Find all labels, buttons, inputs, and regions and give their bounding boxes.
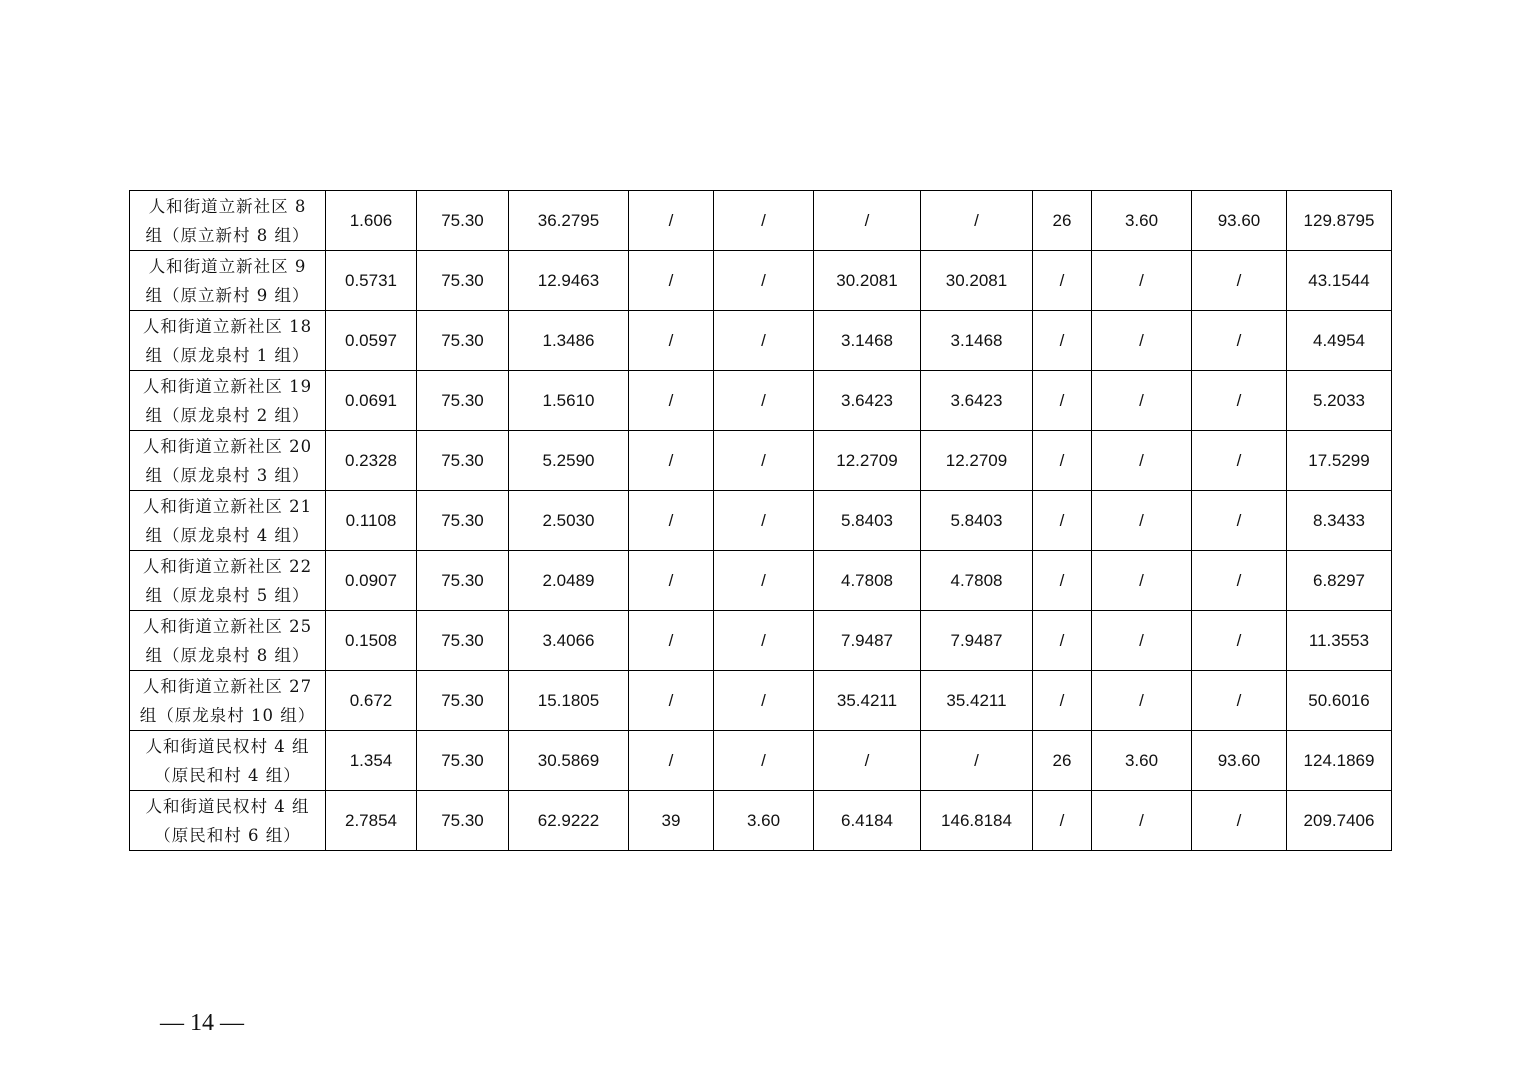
- table-cell: 12.2709: [921, 431, 1033, 491]
- table-cell: /: [629, 671, 714, 731]
- table-row: [130, 791, 1392, 851]
- table-cell: 93.60: [1192, 191, 1287, 251]
- table-row: [130, 431, 1392, 491]
- table-cell: 75.30: [417, 491, 509, 551]
- table-body: [130, 191, 1392, 851]
- table-cell: /: [714, 191, 814, 251]
- table-cell: 43.1544: [1287, 251, 1392, 311]
- location-name-cell: [130, 431, 326, 491]
- table-cell: 3.60: [714, 791, 814, 851]
- table-cell: 35.4211: [814, 671, 921, 731]
- table-row: [130, 731, 1392, 791]
- table-row: [130, 191, 1392, 251]
- table-cell: 2.7854: [326, 791, 417, 851]
- table-cell: 0.0691: [326, 371, 417, 431]
- table-cell: 1.606: [326, 191, 417, 251]
- location-name-line1: 人和街道立新社区 9: [148, 256, 307, 276]
- table-cell: /: [1092, 611, 1192, 671]
- table-cell: 0.672: [326, 671, 417, 731]
- table-cell: /: [1092, 311, 1192, 371]
- table-cell: 75.30: [417, 551, 509, 611]
- table-cell: 75.30: [417, 311, 509, 371]
- table-cell: 4.4954: [1287, 311, 1392, 371]
- table-cell: 124.1869: [1287, 731, 1392, 791]
- table-row: [130, 311, 1392, 371]
- table-cell: 1.354: [326, 731, 417, 791]
- table-cell: 36.2795: [509, 191, 629, 251]
- table-cell: /: [629, 611, 714, 671]
- table-cell: /: [629, 551, 714, 611]
- table-cell: 30.2081: [921, 251, 1033, 311]
- table-cell: /: [714, 671, 814, 731]
- table-cell: /: [629, 371, 714, 431]
- table-cell: 3.1468: [921, 311, 1033, 371]
- table-cell: 26: [1033, 731, 1092, 791]
- table-cell: 3.6423: [814, 371, 921, 431]
- location-name-line1: 人和街道立新社区 18: [142, 316, 313, 336]
- table-cell: /: [1092, 371, 1192, 431]
- table-cell: /: [1033, 671, 1092, 731]
- location-name-line1: 人和街道立新社区 21: [142, 496, 313, 516]
- location-name-line1: 人和街道立新社区 25: [142, 616, 313, 636]
- table-cell: /: [1033, 311, 1092, 371]
- table-cell: /: [1192, 371, 1287, 431]
- table-cell: 75.30: [417, 611, 509, 671]
- location-name-cell: [130, 611, 326, 671]
- location-name-cell: [130, 551, 326, 611]
- table-cell: /: [629, 311, 714, 371]
- table-cell: /: [1092, 251, 1192, 311]
- table-cell: /: [1192, 611, 1287, 671]
- table-cell: /: [1192, 431, 1287, 491]
- table-cell: 3.1468: [814, 311, 921, 371]
- table-cell: /: [921, 731, 1033, 791]
- table-cell: 209.7406: [1287, 791, 1392, 851]
- table-cell: 93.60: [1192, 731, 1287, 791]
- table-cell: /: [629, 491, 714, 551]
- table-cell: /: [814, 191, 921, 251]
- location-name-line2: 组（原龙泉村 5 组）: [145, 585, 310, 605]
- table-row: [130, 491, 1392, 551]
- table-row: [130, 611, 1392, 671]
- table-cell: 0.2328: [326, 431, 417, 491]
- table-cell: 0.1108: [326, 491, 417, 551]
- table-cell: 75.30: [417, 671, 509, 731]
- table-cell: 1.3486: [509, 311, 629, 371]
- table-cell: 4.7808: [814, 551, 921, 611]
- location-name-cell: [130, 731, 326, 791]
- location-name-cell: [130, 251, 326, 311]
- table-cell: 3.6423: [921, 371, 1033, 431]
- table-cell: /: [714, 311, 814, 371]
- location-name-cell: [130, 491, 326, 551]
- table-cell: 75.30: [417, 431, 509, 491]
- table-cell: 5.2590: [509, 431, 629, 491]
- table-cell: /: [1033, 251, 1092, 311]
- table-cell: 3.60: [1092, 191, 1192, 251]
- table-cell: /: [1192, 551, 1287, 611]
- table-cell: /: [1192, 491, 1287, 551]
- table-cell: /: [714, 551, 814, 611]
- table-cell: 7.9487: [814, 611, 921, 671]
- table-cell: 5.8403: [814, 491, 921, 551]
- table-cell: /: [714, 431, 814, 491]
- table-cell: /: [629, 191, 714, 251]
- table-cell: /: [1033, 611, 1092, 671]
- table-cell: /: [1033, 371, 1092, 431]
- table-row: [130, 671, 1392, 731]
- compensation-table: [129, 190, 1392, 851]
- table-cell: 50.6016: [1287, 671, 1392, 731]
- table-cell: 39: [629, 791, 714, 851]
- table-cell: 0.0597: [326, 311, 417, 371]
- location-name-cell: [130, 371, 326, 431]
- table-cell: /: [629, 251, 714, 311]
- location-name-line2: 组（原龙泉村 4 组）: [145, 525, 310, 545]
- location-name-line1: 人和街道立新社区 22: [142, 556, 313, 576]
- table-cell: 2.0489: [509, 551, 629, 611]
- table-cell: /: [1033, 431, 1092, 491]
- location-name-line1: 人和街道立新社区 8: [148, 196, 307, 216]
- table-cell: 3.4066: [509, 611, 629, 671]
- table-cell: 17.5299: [1287, 431, 1392, 491]
- table-cell: 75.30: [417, 191, 509, 251]
- table-cell: 6.4184: [814, 791, 921, 851]
- page-number: — 14 —: [160, 1010, 244, 1036]
- location-name-line1: 人和街道立新社区 20: [142, 436, 313, 456]
- table-cell: /: [1092, 671, 1192, 731]
- location-name-line1: 人和街道民权村 4 组: [145, 796, 310, 816]
- table-cell: 0.5731: [326, 251, 417, 311]
- table-cell: 1.5610: [509, 371, 629, 431]
- table-cell: /: [714, 371, 814, 431]
- table-cell: 35.4211: [921, 671, 1033, 731]
- table-cell: 75.30: [417, 371, 509, 431]
- table-cell: 75.30: [417, 251, 509, 311]
- table-cell: /: [629, 731, 714, 791]
- location-name-line2: 组（原龙泉村 8 组）: [145, 645, 310, 665]
- location-name-line2: 组（原龙泉村 2 组）: [145, 405, 310, 425]
- table-cell: 8.3433: [1287, 491, 1392, 551]
- table-cell: /: [1033, 491, 1092, 551]
- table-cell: 129.8795: [1287, 191, 1392, 251]
- table-cell: 11.3553: [1287, 611, 1392, 671]
- table-row: [130, 551, 1392, 611]
- location-name-line2: 组（原立新村 9 组）: [145, 285, 310, 305]
- table-cell: 15.1805: [509, 671, 629, 731]
- table-cell: 26: [1033, 191, 1092, 251]
- location-name-cell: [130, 791, 326, 851]
- table-row: [130, 251, 1392, 311]
- table-cell: 4.7808: [921, 551, 1033, 611]
- table-cell: 5.2033: [1287, 371, 1392, 431]
- table-cell: /: [1192, 311, 1287, 371]
- location-name-line1: 人和街道民权村 4 组: [145, 736, 310, 756]
- location-name-line2: 组（原龙泉村 1 组）: [145, 345, 310, 365]
- table-cell: /: [814, 731, 921, 791]
- table-cell: 0.1508: [326, 611, 417, 671]
- table-cell: 12.9463: [509, 251, 629, 311]
- location-name-line2: 组（原龙泉村 3 组）: [145, 465, 310, 485]
- table-cell: 75.30: [417, 731, 509, 791]
- table-cell: 0.0907: [326, 551, 417, 611]
- table-cell: /: [1092, 491, 1192, 551]
- table-cell: /: [1033, 791, 1092, 851]
- table-cell: /: [714, 251, 814, 311]
- table-cell: /: [714, 731, 814, 791]
- table-cell: /: [629, 431, 714, 491]
- table-cell: 62.9222: [509, 791, 629, 851]
- location-name-cell: [130, 191, 326, 251]
- table-cell: 2.5030: [509, 491, 629, 551]
- location-name-cell: [130, 311, 326, 371]
- location-name-line2: 组（原立新村 8 组）: [145, 225, 310, 245]
- table-row: [130, 371, 1392, 431]
- table-cell: /: [714, 611, 814, 671]
- table-cell: /: [1092, 791, 1192, 851]
- table-cell: 146.8184: [921, 791, 1033, 851]
- table-cell: /: [714, 491, 814, 551]
- table-cell: /: [1192, 251, 1287, 311]
- location-name-line2: 组（原龙泉村 10 组）: [139, 705, 316, 725]
- table-cell: /: [1192, 671, 1287, 731]
- table-cell: 6.8297: [1287, 551, 1392, 611]
- table-cell: 5.8403: [921, 491, 1033, 551]
- table-cell: /: [1092, 551, 1192, 611]
- table-cell: /: [1033, 551, 1092, 611]
- table-cell: 75.30: [417, 791, 509, 851]
- table-cell: 30.5869: [509, 731, 629, 791]
- table-cell: 3.60: [1092, 731, 1192, 791]
- table-cell: 12.2709: [814, 431, 921, 491]
- location-name-line2: （原民和村 6 组）: [154, 825, 301, 845]
- location-name-cell: [130, 671, 326, 731]
- table-cell: /: [1192, 791, 1287, 851]
- location-name-line1: 人和街道立新社区 19: [142, 376, 313, 396]
- location-name-line1: 人和街道立新社区 27: [142, 676, 313, 696]
- table-cell: 30.2081: [814, 251, 921, 311]
- table-cell: 7.9487: [921, 611, 1033, 671]
- table-cell: /: [1092, 431, 1192, 491]
- location-name-line2: （原民和村 4 组）: [154, 765, 301, 785]
- table-cell: /: [921, 191, 1033, 251]
